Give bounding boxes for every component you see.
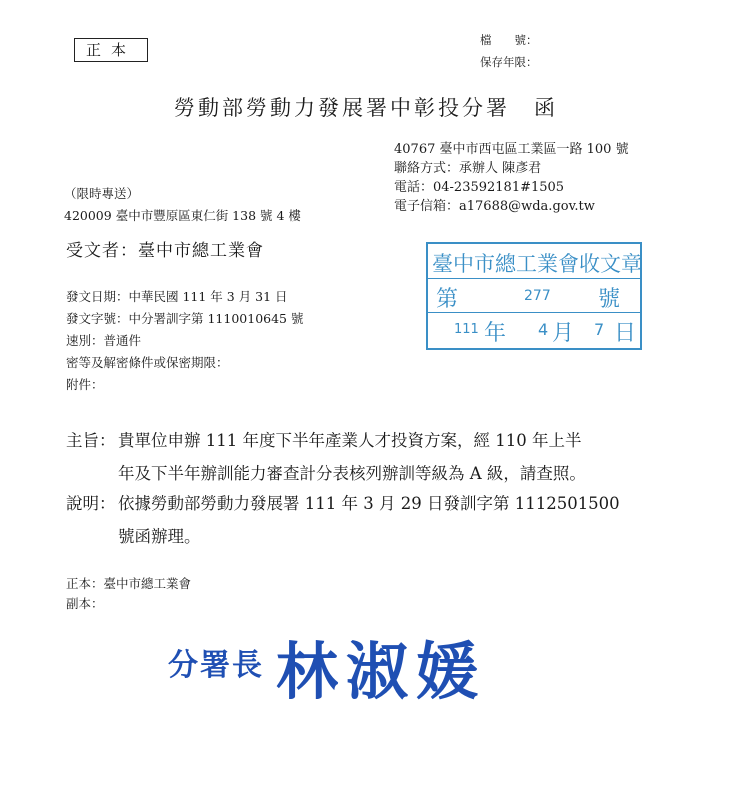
stamp-number-label: 第 xyxy=(436,287,459,312)
document-meta xyxy=(66,286,303,396)
copy-type-label: 正本 xyxy=(74,38,148,62)
sender-contact-person: 聯絡方式：承辦人 陳彥君 xyxy=(394,161,542,176)
receipt-stamp xyxy=(426,242,642,350)
sender-contact-block xyxy=(394,140,629,216)
subject-label: 主旨： xyxy=(66,431,116,450)
recipient-address: 420009 臺中市豐原區東仁街 138 號 4 樓 xyxy=(64,208,301,223)
stamp-month-unit: 月 xyxy=(552,321,575,346)
document-title: 勞動部勞動力發展署中彰投分署 函 xyxy=(174,96,558,120)
stamp-number-suffix: 號 xyxy=(598,287,621,312)
signature-name: 林淑媛 xyxy=(276,635,487,708)
attachment: 附件： xyxy=(66,377,104,392)
stamp-year: 111 xyxy=(454,322,479,337)
explanation-line-1: 依據勞動部勞動力發展署 111 年 3 月 29 日發訓字第 1112501500 xyxy=(118,494,620,513)
issue-date: 發文日期：中華民國 111 年 3 月 31 日 xyxy=(66,289,288,304)
sender-email: 電子信箱：a17688@wda.gov.tw xyxy=(394,199,595,214)
copies-block xyxy=(66,574,191,614)
explanation-label: 說明： xyxy=(66,494,116,513)
stamp-number-value: 277 xyxy=(524,288,551,304)
explanation-line-2: 號函辦理。 xyxy=(118,527,201,546)
stamp-day: 7 xyxy=(594,320,605,339)
original-copy-recipient: 正本：臺中市總工業會 xyxy=(66,576,192,591)
stamp-header: 臺中市總工業會收文章 xyxy=(432,252,642,276)
file-number-label: 檔 號： xyxy=(480,33,538,47)
sender-phone: 電話：04-23592181#1505 xyxy=(394,180,565,195)
signature-title: 分署長 xyxy=(168,648,264,683)
sender-address: 40767 臺中市西屯區工業區一路 100 號 xyxy=(394,142,629,157)
stamp-day-unit: 日 xyxy=(614,321,637,346)
cc-recipient: 副本： xyxy=(66,596,104,611)
subject-line-2: 年及下半年辦訓能力審查計分表核列辦訓等級為 A 級，請查照。 xyxy=(118,464,586,483)
subject-line-1: 貴單位申辦 111 年度下半年產業人才投資方案，經 110 年上半 xyxy=(118,431,582,450)
delivery-note: （限時專送） xyxy=(64,186,140,201)
retention-period-label: 保存年限： xyxy=(480,55,538,69)
security-level: 密等及解密條件或保密期限： xyxy=(66,355,229,370)
recipient-line: 受文者：臺中市總工業會 xyxy=(66,241,264,261)
stamp-month: 4 xyxy=(538,320,549,339)
delivery-speed: 速別：普通件 xyxy=(66,333,142,348)
stamp-year-unit: 年 xyxy=(484,321,507,346)
document-number: 發文字號：中分署訓字第 1110010645 號 xyxy=(66,311,304,326)
